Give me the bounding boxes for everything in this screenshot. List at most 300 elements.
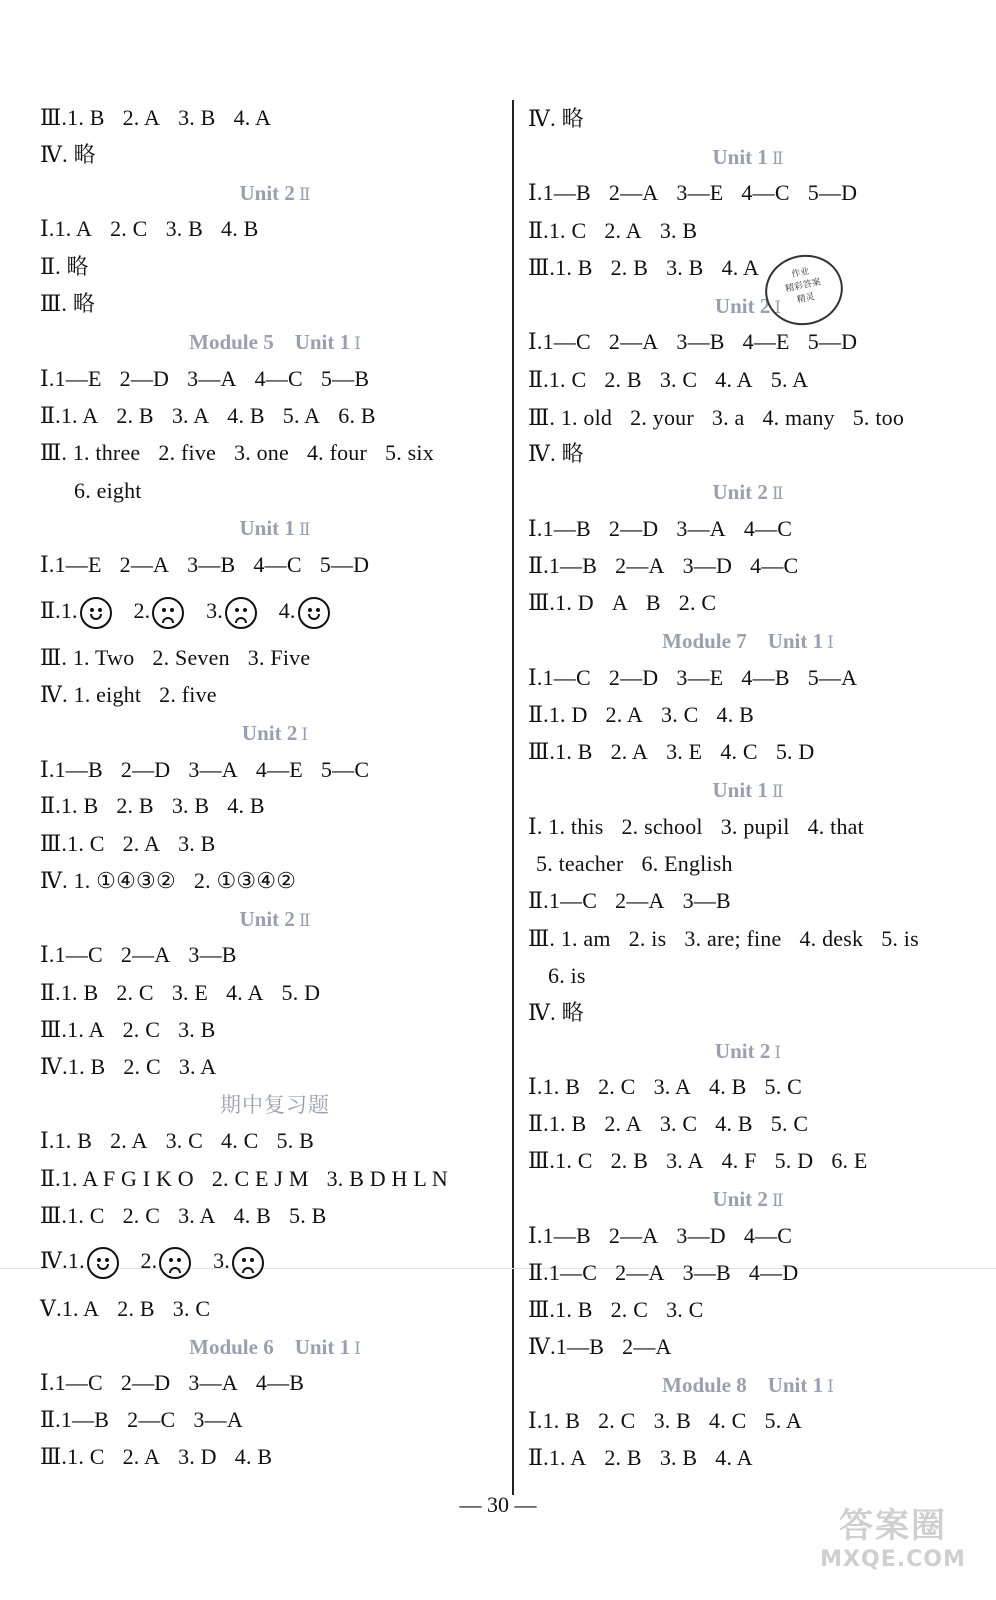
text-label: Module 8 Unit 1 — [662, 1373, 824, 1397]
answer-item: 3. B — [659, 1445, 698, 1470]
answer-line — [40, 1165, 448, 1193]
answer-item: 4—C — [253, 552, 302, 577]
answer-item: 4. C — [720, 739, 758, 764]
answer-item: 4—C — [741, 180, 790, 205]
answer-line — [528, 179, 857, 207]
answer-line: Ⅳ. 略 — [40, 142, 96, 167]
answer-line — [528, 515, 792, 543]
answer-line — [40, 215, 259, 243]
answer-item: Ⅳ. 1. ①④③② — [40, 868, 176, 893]
answer-line — [528, 217, 697, 245]
answer-item: 3. A — [178, 1203, 216, 1228]
section-heading — [528, 1186, 968, 1212]
answer-item: B — [645, 590, 661, 615]
answer-line: Ⅱ. 略 — [40, 254, 89, 279]
answer-item: 3. C — [661, 702, 699, 727]
answer-item: 4—C — [743, 516, 793, 541]
answer-item: Ⅱ.1. B — [40, 980, 99, 1005]
answer-item: 3. Five — [247, 645, 311, 670]
answer-line — [40, 644, 310, 672]
answer-line — [40, 1295, 210, 1323]
answer-item: 2. C — [678, 590, 717, 615]
text-label: Module 5 Unit 1 — [189, 330, 351, 354]
answer-item: 5. six — [385, 440, 434, 465]
answer-line — [40, 756, 369, 784]
text-label: Unit 2 — [239, 907, 295, 931]
answer-item: 3. B — [178, 1017, 216, 1042]
answer-item: 3—B — [188, 942, 237, 967]
answer-item: 3. A — [178, 1054, 217, 1079]
page-number: — 30 — — [459, 1492, 537, 1517]
answer-item: Ⅱ.1—B — [528, 553, 598, 578]
answer-item: 2—D — [120, 757, 171, 782]
text-label: Unit 2 — [714, 294, 771, 318]
answer-line: Ⅳ. 略 — [528, 1000, 584, 1025]
answer-item: 2. C — [610, 1297, 649, 1322]
answer-item: Ⅴ.1. A — [40, 1296, 100, 1321]
answer-line — [528, 1110, 808, 1138]
answer-item: 3. B — [171, 793, 210, 818]
answer-line — [528, 1259, 798, 1287]
answer-line — [528, 254, 759, 282]
answer-item: 3. B — [165, 216, 204, 241]
text-label: Unit 1 — [712, 145, 768, 169]
sad-face-icon — [152, 597, 184, 629]
answer-item: 3—A — [187, 366, 237, 391]
answer-item: 2. C — [122, 1203, 161, 1228]
answer-item: 2. B — [604, 367, 642, 392]
section-heading — [528, 1372, 968, 1398]
answer-line — [528, 1407, 802, 1435]
answer-item: 4. C — [709, 1408, 747, 1433]
answer-line — [528, 328, 857, 356]
answer-item: 4. A — [233, 105, 272, 130]
answer-item: 2. B — [116, 403, 154, 428]
answer-item: 3. A — [171, 403, 210, 428]
text-label: Ⅱ — [771, 484, 784, 503]
answer-item: 2. A — [122, 831, 161, 856]
text-label: Ⅰ — [827, 633, 834, 652]
answer-item: 4—B — [741, 665, 790, 690]
answer-item: Ⅰ.1. B — [40, 1128, 93, 1153]
answer-line — [40, 1202, 327, 1230]
smiley-face-icon — [298, 597, 330, 629]
answer-item: 2—A — [622, 1334, 672, 1359]
stamp-logo: 作业 精彩答案 精灵 — [759, 248, 850, 333]
sad-face-icon — [225, 597, 257, 629]
answer-item: 2. C — [598, 1408, 636, 1433]
text-label: Unit 2 — [714, 1039, 771, 1063]
section-heading — [528, 628, 968, 654]
text-label: Unit 1 — [712, 778, 768, 802]
answer-item: 5. D — [281, 980, 321, 1005]
answer-item: 4—C — [750, 553, 799, 578]
answer-line — [528, 552, 798, 580]
answer-line — [40, 1127, 314, 1155]
answer-item: 2. A — [605, 702, 644, 727]
answer-line — [40, 1443, 272, 1471]
answer-item: Ⅰ.1—C — [528, 665, 591, 690]
answer-item: Ⅲ.1. C — [40, 1203, 105, 1228]
answer-item: 2—A — [615, 553, 665, 578]
answer-item: 3—B — [682, 1260, 731, 1285]
answer-item: 6. E — [831, 1148, 868, 1173]
answer-item: 2. C — [598, 1074, 636, 1099]
section-heading — [40, 515, 510, 541]
answer-item: 2—D — [608, 665, 659, 690]
section-heading — [528, 1038, 968, 1064]
answer-item: 5—C — [320, 757, 370, 782]
text-label: Module 6 Unit 1 — [189, 1335, 351, 1359]
answer-item: Ⅲ.1. C — [40, 831, 105, 856]
answer-item: 2. B — [117, 1296, 155, 1321]
answer-item: 4—C — [254, 366, 303, 391]
answer-item: 2. five — [158, 440, 216, 465]
answer-item: 2. B — [604, 1445, 642, 1470]
answer-item: 5. D — [775, 739, 815, 764]
text-label: 2. — [133, 598, 151, 623]
answer-item: 5—A — [807, 665, 858, 690]
text-label: Ⅰ — [354, 334, 361, 353]
text-label: Module 7 Unit 1 — [662, 629, 824, 653]
answer-line — [40, 1369, 304, 1397]
smiley-face-icon — [80, 597, 112, 629]
answer-item: 2. C — [122, 1017, 161, 1042]
answer-line — [528, 404, 904, 432]
answer-line — [40, 867, 296, 895]
answer-item: 3. C — [659, 367, 698, 392]
answer-item: Ⅰ. 1. this — [528, 814, 604, 839]
answer-item: 2—D — [608, 516, 659, 541]
text-label: Ⅱ — [298, 185, 311, 204]
answer-item: 6. English — [641, 851, 733, 876]
answer-item: 2—A — [608, 1223, 659, 1248]
answer-item: 4. A — [226, 980, 264, 1005]
answer-item: Ⅰ.1—C — [40, 942, 103, 967]
answer-item: 4. A — [715, 1445, 753, 1470]
answer-item: 5. C — [770, 1111, 809, 1136]
answer-item: 2. C — [116, 980, 154, 1005]
answer-item: 3. C — [659, 1111, 698, 1136]
sad-face-icon — [232, 1247, 264, 1279]
answer-item: 3—E — [676, 180, 724, 205]
answer-line — [40, 365, 369, 393]
answer-item: Ⅲ. 1. three — [40, 440, 141, 465]
answer-item: 2—A — [615, 1260, 665, 1285]
answer-line: 6. is — [548, 963, 586, 988]
answer-line — [40, 979, 320, 1007]
section-heading — [40, 1334, 510, 1360]
answer-item: 3—A — [193, 1407, 243, 1432]
answer-item: Ⅰ.1. B — [528, 1408, 581, 1433]
answer-line: Ⅳ. 略 — [528, 106, 584, 131]
answer-item: 5. C — [764, 1074, 803, 1099]
answer-line — [528, 664, 857, 692]
text-label: Unit 2 — [239, 181, 295, 205]
answer-line — [40, 681, 217, 709]
answer-item: 3. B — [178, 831, 216, 856]
answer-line — [528, 1073, 802, 1101]
answer-item: Ⅱ.1. C — [528, 367, 587, 392]
answer-line — [40, 792, 265, 820]
answer-item: Ⅲ. 1. old — [528, 405, 613, 430]
answer-item: 2—A — [120, 942, 171, 967]
answer-item: Ⅰ.1—B — [528, 180, 591, 205]
text-label: 2. — [140, 1248, 158, 1273]
answer-line — [40, 1053, 216, 1081]
answer-line — [528, 701, 754, 729]
answer-item: 2. C — [110, 216, 148, 241]
answer-item: Ⅱ.1. B — [40, 793, 99, 818]
answer-item: 3. B — [659, 218, 698, 243]
answer-item: 4. that — [807, 814, 864, 839]
text-label: Ⅱ — [771, 1191, 784, 1210]
answer-item: Ⅲ.1. C — [40, 1444, 105, 1469]
answer-item: 2. school — [621, 814, 703, 839]
text-label: 4. — [278, 598, 296, 623]
answer-item: Ⅰ.1. A — [40, 216, 93, 241]
watermark-logo: 答案圈 MXQE.COM — [820, 1506, 966, 1572]
answer-item: 2—D — [120, 1370, 171, 1395]
answer-item: 2. C E J M — [211, 1166, 309, 1191]
answer-item: 4—B — [255, 1370, 305, 1395]
answer-item: Ⅳ.1. B — [40, 1054, 106, 1079]
answer-item: 3. D — [178, 1444, 217, 1469]
answer-line — [40, 1406, 243, 1434]
answer-item: Ⅱ.1. D — [528, 702, 588, 727]
answer-item: 4. B — [709, 1074, 747, 1099]
answer-item: Ⅰ.1. B — [528, 1074, 581, 1099]
answer-line — [40, 1016, 216, 1044]
text-label: Ⅱ — [298, 520, 311, 539]
answer-line — [528, 1296, 704, 1324]
answer-item: Ⅰ.1—E — [40, 366, 102, 391]
section-heading — [40, 720, 510, 746]
answer-item: Ⅲ.1. C — [528, 1148, 593, 1173]
text-label: Ⅰ — [774, 1043, 782, 1062]
answer-item: Ⅱ.1. A F G I K O — [40, 1166, 194, 1191]
answer-line — [528, 589, 716, 617]
answer-item: 3. a — [711, 405, 745, 430]
answer-item: 3. E — [666, 739, 703, 764]
answer-item: 3. C — [165, 1128, 204, 1153]
answer-item: Ⅱ.1. A — [40, 403, 99, 428]
text-label: Ⅱ — [771, 782, 784, 801]
answer-item: 2—A — [615, 888, 665, 913]
answer-line — [40, 830, 216, 858]
answer-item: 3—B — [682, 888, 731, 913]
answer-item: 2. C — [123, 1054, 161, 1079]
answer-item: 2. B — [610, 1148, 649, 1173]
answer-item: 3. A — [653, 1074, 692, 1099]
answer-item: 2. A — [122, 105, 161, 130]
answer-line: Ⅲ. 略 — [40, 291, 96, 316]
answer-item: 5—D — [319, 552, 370, 577]
answer-item: 4. F — [721, 1148, 757, 1173]
text-label: 3. — [206, 598, 223, 623]
answer-item: 4. B — [227, 793, 265, 818]
answer-item: 4. C — [221, 1128, 259, 1153]
answer-item: 3. B — [666, 255, 704, 280]
answer-item: Ⅰ.1—C — [40, 1370, 103, 1395]
sad-face-icon — [159, 1247, 191, 1279]
answer-item: 3. B D H L N — [326, 1166, 448, 1191]
answer-item: 3—D — [676, 1223, 726, 1248]
answer-item: 3. A — [666, 1148, 704, 1173]
answer-line-faces — [40, 594, 346, 628]
text-label: Ⅱ — [298, 911, 311, 930]
section-heading-midterm: 期中复习题 — [220, 1093, 330, 1117]
answer-item: 2. is — [628, 926, 667, 951]
answer-item: 2—A — [608, 329, 659, 354]
answer-line — [536, 850, 733, 878]
answer-item: 2. ①③④② — [193, 868, 297, 893]
answer-item: 3—D — [682, 553, 733, 578]
answer-item: Ⅲ. 1. Two — [40, 645, 135, 670]
answer-item: Ⅲ.1. D — [528, 590, 594, 615]
answer-item: Ⅲ.1. B — [528, 1297, 593, 1322]
answer-item: 4. B — [234, 1444, 273, 1469]
answer-item: 5. teacher — [536, 851, 624, 876]
answer-item: Ⅱ.1—C — [528, 888, 598, 913]
answer-item: 3—E — [676, 665, 724, 690]
answer-item: 4—D — [748, 1260, 799, 1285]
answer-item: 2. B — [610, 255, 649, 280]
answer-item: 4. A — [715, 367, 753, 392]
section-heading — [528, 479, 968, 505]
text-label: Ⅰ — [827, 1377, 834, 1396]
answer-item: 4. A — [721, 255, 760, 280]
text-label: Ⅱ.1. — [40, 598, 78, 623]
answer-item: 2. five — [159, 682, 217, 707]
answer-line — [40, 941, 237, 969]
answer-item: 2—A — [119, 552, 170, 577]
text-label: Unit 2 — [712, 480, 768, 504]
answer-item: 4. many — [762, 405, 835, 430]
answer-line — [528, 1222, 792, 1250]
answer-line — [528, 1147, 868, 1175]
answer-item: 2. B — [116, 793, 154, 818]
section-heading — [528, 777, 968, 803]
answer-item: Ⅳ. 1. eight — [40, 682, 142, 707]
answer-item: 2—D — [119, 366, 170, 391]
answer-item: 2. A — [604, 218, 642, 243]
answer-line — [40, 439, 434, 467]
answer-item: 3. E — [171, 980, 209, 1005]
section-heading — [40, 180, 510, 206]
section-heading — [528, 144, 968, 170]
answer-line: Ⅳ. 略 — [528, 441, 584, 466]
answer-item: 4—E — [255, 757, 303, 782]
smiley-face-icon — [87, 1247, 119, 1279]
answer-item: 3. C — [666, 1297, 704, 1322]
answer-item: 5. D — [774, 1148, 814, 1173]
answer-item: Ⅲ. 1. am — [528, 926, 611, 951]
answer-line-faces — [40, 1244, 280, 1278]
answer-item: Ⅲ.1. B — [528, 739, 593, 764]
answer-line — [40, 402, 376, 430]
answer-item: 4. B — [233, 1203, 272, 1228]
answer-item: 3. B — [653, 1408, 692, 1433]
answer-item: Ⅱ.1. B — [528, 1111, 587, 1136]
answer-item: 4. B — [715, 1111, 753, 1136]
answer-item: 5. too — [852, 405, 905, 430]
section-heading — [40, 329, 510, 355]
answer-line — [40, 551, 369, 579]
text-label: Ⅰ — [354, 1339, 361, 1358]
answer-item: 5—B — [320, 366, 370, 391]
answer-line — [528, 1333, 672, 1361]
section-heading — [40, 906, 510, 932]
answer-item: Ⅰ.1—E — [40, 552, 102, 577]
answer-item: Ⅰ.1—B — [528, 1223, 591, 1248]
text-label: Ⅳ.1. — [40, 1248, 85, 1273]
answer-item: 2. A — [610, 739, 649, 764]
answer-item: A — [611, 590, 628, 615]
answer-item: 3. C — [172, 1296, 211, 1321]
answer-item: 4—E — [742, 329, 790, 354]
answer-item: 2. A — [110, 1128, 148, 1153]
answer-item: 5. A — [282, 403, 321, 428]
section-heading — [528, 293, 968, 319]
answer-item: 6. B — [338, 403, 376, 428]
answer-item: Ⅱ.1. A — [528, 1445, 587, 1470]
text-label: Unit 1 — [239, 516, 295, 540]
answer-line — [528, 1444, 753, 1472]
answer-item: 4. B — [716, 702, 754, 727]
answer-item: 5. B — [276, 1128, 315, 1153]
answer-item: 5. A — [764, 1408, 803, 1433]
column-divider — [512, 100, 514, 1495]
answer-item: 4. desk — [799, 926, 864, 951]
answer-item: 3. B — [178, 105, 216, 130]
answer-item: Ⅰ.1—C — [528, 329, 591, 354]
answer-item: 3—B — [676, 329, 725, 354]
answer-item: 4. four — [306, 440, 368, 465]
answer-item: 5. A — [770, 367, 809, 392]
text-label: Unit 2 — [712, 1187, 768, 1211]
answer-item: 3. are; fine — [684, 926, 782, 951]
answer-item: Ⅱ.1—B — [40, 1407, 110, 1432]
answer-item: 5—D — [807, 329, 858, 354]
answer-item: 4—C — [743, 1223, 793, 1248]
answer-line — [40, 104, 271, 132]
text-label: 3. — [213, 1248, 230, 1273]
answer-item: 5—D — [807, 180, 858, 205]
text-label: Ⅰ — [301, 725, 309, 744]
answer-line — [528, 813, 864, 841]
answer-item: 4. B — [221, 216, 259, 241]
answer-item: 2. A — [122, 1444, 161, 1469]
answer-item: 2. Seven — [152, 645, 230, 670]
answer-line — [528, 925, 919, 953]
text-label: Unit 2 — [241, 721, 298, 745]
answer-item: 2. your — [630, 405, 694, 430]
answer-item: Ⅲ.1. B — [528, 255, 593, 280]
answer-item: Ⅰ.1—B — [528, 516, 591, 541]
answer-item: 3. pupil — [720, 814, 790, 839]
answer-item: Ⅲ.1. A — [40, 1017, 105, 1042]
answer-item: 3—A — [188, 757, 238, 782]
answer-item: 3—A — [676, 516, 726, 541]
answer-item: 2—C — [127, 1407, 176, 1432]
answer-line — [528, 366, 808, 394]
text-label: Ⅰ — [774, 298, 782, 317]
answer-item: 2. A — [604, 1111, 642, 1136]
answer-item: 3—A — [188, 1370, 238, 1395]
answer-line — [528, 738, 815, 766]
answer-line — [528, 887, 731, 915]
